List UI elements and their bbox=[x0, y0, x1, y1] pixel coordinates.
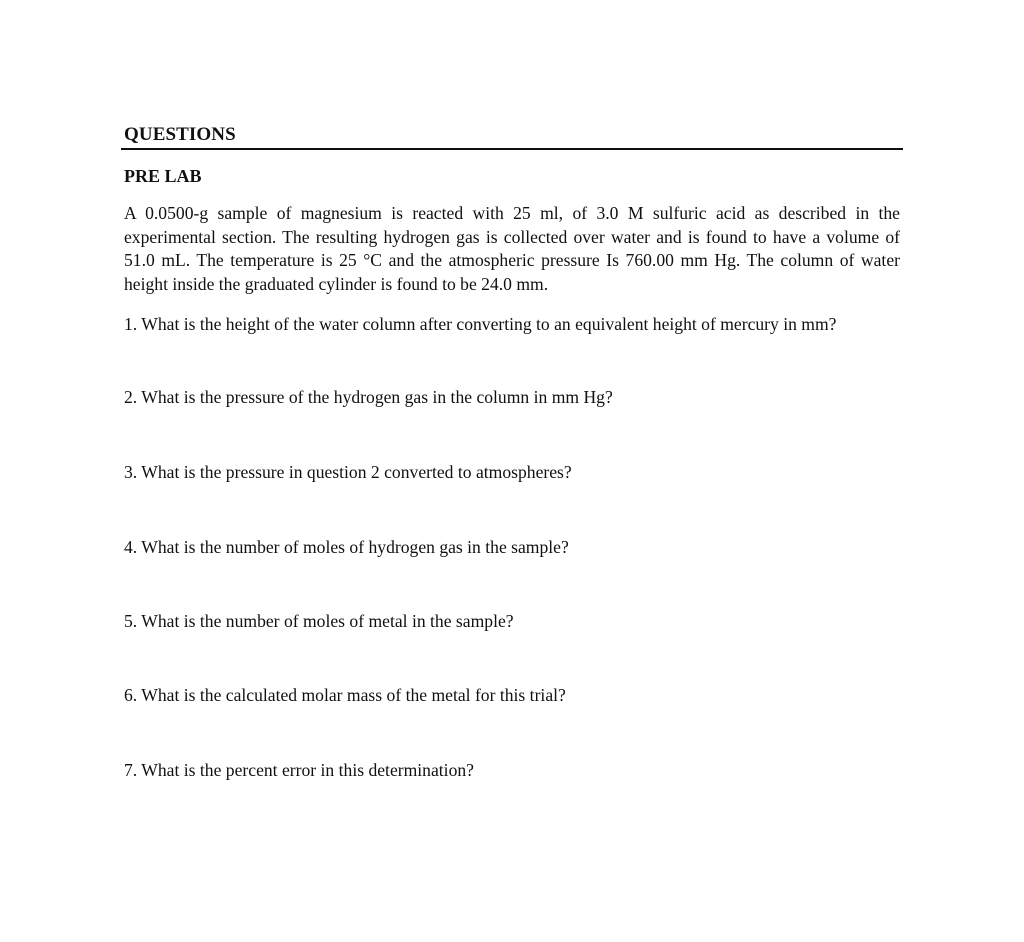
question-5: 5. What is the number of moles of metal in the sample? bbox=[124, 611, 514, 631]
intro-paragraph: A 0.0500-g sample of magnesium is reacted with 25 ml, of 3.0 M sulfuric acid as described in the experimental section. The resulting hydrogen gas is collected over water and is found to have a volume of 51.0 mL. The temperature is 25 °C and the atmospheric pressure Is 760.00 mm Hg. The column of water height inside the graduated cylinder is found to be 24.0 mm. bbox=[124, 203, 900, 294]
question-2: 2. What is the pressure of the hydrogen gas in the column in mm Hg? bbox=[124, 387, 613, 407]
question-7: 7. What is the percent error in this determination? bbox=[124, 760, 474, 780]
heading-divider bbox=[121, 148, 903, 150]
question-6: 6. What is the calculated molar mass of the metal for this trial? bbox=[124, 685, 566, 705]
question-1: 1. What is the height of the water column after converting to an equivalent height of mercury in mm? bbox=[124, 314, 837, 334]
questions-heading: QUESTIONS bbox=[124, 124, 236, 145]
prelab-section-title: PRE LAB bbox=[124, 166, 202, 186]
question-3: 3. What is the pressure in question 2 converted to atmospheres? bbox=[124, 462, 572, 482]
question-4: 4. What is the number of moles of hydrogen gas in the sample? bbox=[124, 537, 569, 557]
